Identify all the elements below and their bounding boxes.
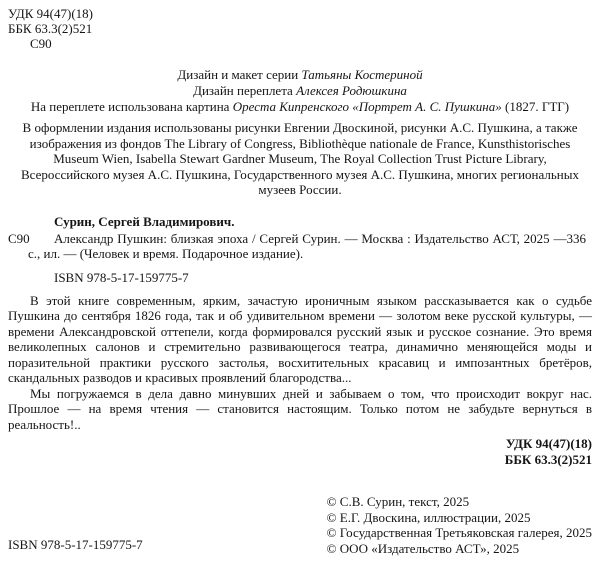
udk-code-right: УДК 94(47)(18) [505,436,592,451]
isbn-entry: ISBN 978-5-17-159775-7 [54,269,189,285]
copyright-block [327,494,592,556]
isbn-footer: ISBN 978-5-17-159775-7 [8,537,143,552]
cover-credit-line [8,83,592,99]
author-sign-code: С90 [30,36,52,51]
top-classification-codes [8,6,592,51]
bbk-code: ББК 63.3(2)521 [8,21,93,36]
series-design-credits [8,67,592,115]
bbk-code-right: ББК 63.3(2)521 [504,452,592,467]
copyright-line: © Е.Г. Двоскина, иллюстрации, 2025 [326,509,531,525]
annotation-paragraph-2: Мы погружаемся в дела давно минувших дней и забываем о том, что происходит вокруг нас. Прошлое — на время чтения — становится настоящим. Только потом не забудьте вернуться в реальность!.. [8,385,592,432]
design-credit-prefix: Дизайн и макет серии [177,67,302,82]
copyright-line: © ООО «Издательство АСТ», 2025 [326,540,520,556]
bib-author: Сурин, Сергей Владимирович. [54,213,235,229]
cover-credit-name: Алексея Родюшкина [296,83,407,98]
bib-description: Александр Пушкин: близкая эпоха / Сергей Сурин. — Москва : Издательство АСТ, 2025 —336 с., ил. — (Человек и время. Подарочное издание). [28,230,586,261]
painting-credit-suffix: (1827. ГТГ) [501,99,570,114]
udk-code: УДК 94(47)(18) [8,6,93,21]
right-classification-codes [8,436,592,468]
painting-credit-name: Ореста Кипренского «Портрет А. С. Пушкина» [232,99,502,114]
bib-author-sign: С90 [8,230,30,246]
cover-credit-prefix: Дизайн переплета [193,83,297,98]
annotation-paragraph-1: В этой книге современным, ярким, зачастую ироничным языком рассказывается как о судьбе Пушкина до сентября 1826 года, так и об удивительном времени — золотом веке русской культуры, — времени Александровской оттепели, когда формировался русский язык и русское сознание. Это время великолепных салонов и стремительно развивающегося театра, динамично меняющейся моды и поразительной практики русского застолья, восхитительных красавиц и импозантных бретёров, скандальных разводов и красивых проявлений благородства... [8,292,592,385]
painting-credit-prefix: На переплете использована картина [30,99,233,114]
page-footer [8,494,592,556]
copyright-line: © Государственная Третьяковская галерея, 2025 [326,525,592,540]
bibliographic-entry [8,214,592,262]
copyright-line: © С.В. Сурин, текст, 2025 [326,494,470,509]
design-credit-line [8,67,592,83]
design-credit-name: Татьяны Костериной [301,67,423,82]
annotation [8,293,592,433]
artwork-credits-paragraph: В оформлении издания использованы рисунки Евгении Двоскиной, рисунки А.С. Пушкина, а также изображения из фондов The Library of Congress, Bibliothèque nationale de France, Kunsthistorisches Museum Wien, Isabella Stewart Gardner Museum, The Royal Collection Trust Picture Library, Всероссийского музея А.С. Пушкина, Государственного музея А.С. Пушкина, многих региональных музеев России. [20,120,580,197]
painting-credit-line [8,99,592,115]
